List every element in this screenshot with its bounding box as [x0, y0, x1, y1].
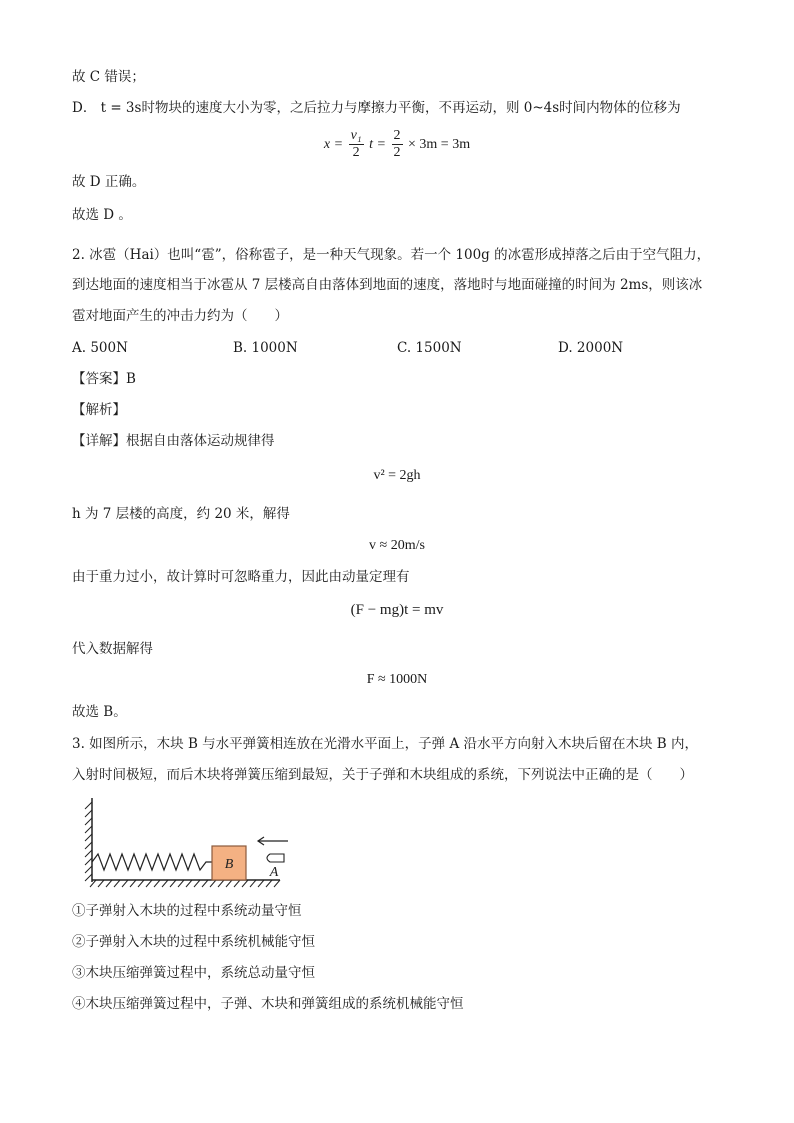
block-b-label: B — [224, 857, 234, 872]
text-line: 故选 D 。 — [72, 207, 132, 223]
fraction-v1-over-2 — [349, 128, 364, 161]
equation-momentum-theorem: (F − mg)t = mv — [350, 602, 444, 618]
statement-4: ④木块压缩弹簧过程中，子弹、木块和弹簧组成的系统机械能守恒 — [72, 996, 464, 1012]
floor — [90, 880, 280, 887]
statement-1: ①子弹射入木块的过程中系统动量守恒 — [72, 903, 302, 919]
wall — [85, 798, 92, 882]
bullet-a — [267, 854, 284, 862]
fraction-numerator: v₁ — [350, 128, 362, 144]
velocity-arrow — [258, 837, 288, 845]
text-line: 代入数据解得 — [72, 641, 153, 657]
equation-displacement — [0, 128, 794, 162]
text-line: 故选 B。 — [72, 704, 127, 720]
text-line: D． t = 3s时物块的速度大小为零，之后拉力与摩擦力平衡，不再运动，则 0~4s时间内物体的位移为 — [72, 100, 681, 116]
question-2-line-1: 2. 冰雹（Hai）也叫“雹”，俗称雹子，是一种天气现象。若一个 100g 的冰雹形成掉落之后由于空气阻力， — [72, 247, 711, 263]
option-d: D. 2000N — [558, 340, 624, 356]
text-line: 由于重力过小，故计算时可忽略重力，因此由动量定理有 — [72, 569, 410, 585]
option-c: C. 1500N — [397, 340, 462, 356]
fraction-denominator: 2 — [393, 145, 401, 161]
question-3-line-2: 入射时间极短，而后木块将弹簧压缩到最短，关于子弹和木块组成的系统，下列说法中正确的是（ ） — [72, 767, 693, 783]
fraction-denominator: 2 — [352, 145, 360, 161]
option-b: B. 1000N — [233, 340, 298, 356]
statement-2: ②子弹射入木块的过程中系统机械能守恒 — [72, 934, 315, 950]
equation-force: F ≈ 1000N — [366, 672, 428, 687]
question-3-line-1: 3. 如图所示，木块 B 与水平弹簧相连放在光滑水平面上，子弹 A 沿水平方向射入木块后留在木块 B 内， — [72, 736, 699, 752]
question-2-line-3: 雹对地面产生的冲击力约为（ ） — [72, 308, 288, 324]
statement-3: ③木块压缩弹簧过程中，系统总动量守恒 — [72, 965, 315, 981]
spring-block-figure — [84, 796, 294, 892]
text-line: 故 C 错误； — [72, 69, 145, 85]
spring — [92, 854, 212, 870]
option-a: A. 500N — [72, 340, 128, 356]
bullet-a-label: A — [269, 865, 279, 880]
text-line: h 为 7 层楼的高度，约 20 米，解得 — [72, 506, 290, 522]
answer-label: 【答案】B — [72, 371, 136, 387]
fraction-2-over-2 — [392, 128, 403, 161]
text-line: 故 D 正确。 — [72, 174, 146, 190]
equation-free-fall: v² = 2gh — [373, 468, 421, 483]
eq-rest: × 3m = 3m — [408, 137, 471, 152]
analysis-label: 【解析】 — [72, 402, 126, 418]
question-2-line-2: 到达地面的速度相当于冰雹从 7 层楼高自由落体到地面的速度，落地时与地面碰撞的时间为 2ms，则该冰 — [72, 277, 703, 293]
eq-x: x = — [323, 137, 344, 152]
fraction-numerator: 2 — [393, 128, 401, 144]
detail-label: 【详解】根据自由落体运动规律得 — [72, 433, 275, 449]
equation-velocity: v ≈ 20m/s — [369, 538, 425, 553]
eq-t: t = — [369, 137, 387, 152]
